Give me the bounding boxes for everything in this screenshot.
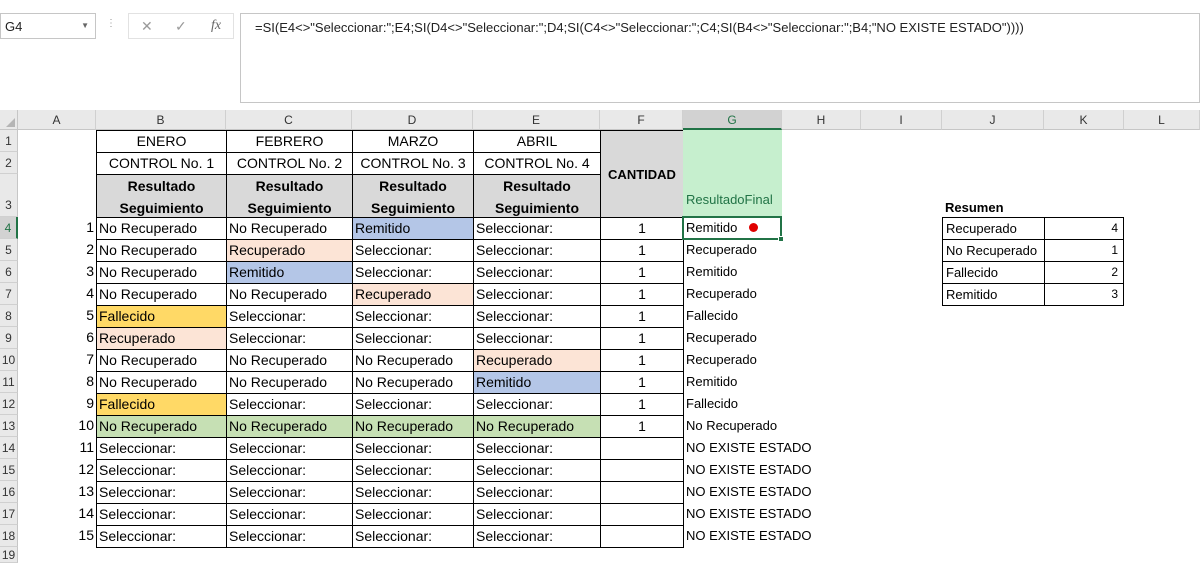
- column-header-j[interactable]: J: [942, 110, 1044, 130]
- column-header-l[interactable]: L: [1124, 110, 1200, 130]
- formula-buttons: [128, 13, 234, 39]
- status-cell-c[interactable]: Seleccionar:: [226, 481, 353, 504]
- status-cell-c[interactable]: No Recuperado: [226, 349, 353, 372]
- status-cell-e[interactable]: Seleccionar:: [473, 261, 601, 284]
- status-cell-b[interactable]: No Recuperado: [96, 371, 227, 394]
- status-cell-b[interactable]: Seleccionar:: [96, 525, 227, 548]
- row-index[interactable]: 15: [78, 527, 94, 543]
- resumen-value[interactable]: 2: [1044, 261, 1124, 284]
- cantidad-cell[interactable]: 1: [600, 217, 684, 240]
- resultado-final-cell[interactable]: Fallecido: [686, 396, 739, 411]
- status-cell-e[interactable]: Seleccionar:: [473, 305, 601, 328]
- cancel-icon[interactable]: ✕: [141, 18, 153, 34]
- resultado-label-line2: Seguimiento: [494, 200, 579, 216]
- status-cell-c[interactable]: Seleccionar:: [226, 459, 353, 482]
- cantidad-cell[interactable]: 1: [600, 393, 684, 416]
- status-cell-c[interactable]: Recuperado: [226, 239, 353, 262]
- cantidad-cell[interactable]: [600, 481, 684, 504]
- row-index[interactable]: 12: [78, 461, 94, 477]
- column-header-k[interactable]: K: [1044, 110, 1124, 130]
- cantidad-header[interactable]: CANTIDAD: [600, 130, 684, 218]
- status-cell-d[interactable]: No Recuperado: [352, 415, 474, 438]
- resultado-label-line1: Resultado: [379, 178, 447, 194]
- cantidad-cell[interactable]: [600, 437, 684, 460]
- status-cell-c[interactable]: Seleccionar:: [226, 437, 353, 460]
- resultado-final-cell[interactable]: Recuperado: [686, 352, 757, 367]
- resultado-label-line1: Resultado: [503, 178, 571, 194]
- status-cell-b[interactable]: Seleccionar:: [96, 437, 227, 460]
- status-cell-d[interactable]: Seleccionar:: [352, 481, 474, 504]
- resultado-label-line2: Seguimiento: [370, 200, 455, 216]
- formula-text: =SI(E4<>"Seleccionar:";E4;SI(D4<>"Seleccionar:";D4;SI(C4<>"Seleccionar:";C4;SI(B4<>"Seleccionar:";B4;"NO EXISTE ESTADO")))): [255, 20, 1024, 35]
- resumen-value[interactable]: 4: [1044, 217, 1124, 240]
- row-index[interactable]: 3: [86, 263, 94, 279]
- column-header-i[interactable]: I: [861, 110, 942, 130]
- ribbon-edge: [0, 0, 1200, 6]
- status-cell-c[interactable]: No Recuperado: [226, 415, 353, 438]
- cantidad-cell[interactable]: 1: [600, 261, 684, 284]
- status-cell-d[interactable]: Seleccionar:: [352, 327, 474, 350]
- status-cell-c[interactable]: Seleccionar:: [226, 393, 353, 416]
- formula-bar[interactable]: [240, 13, 1200, 103]
- cantidad-cell[interactable]: [600, 525, 684, 548]
- row-header-11[interactable]: 11: [0, 371, 18, 393]
- resultado-final-cell[interactable]: NO EXISTE ESTADO: [686, 462, 812, 477]
- cantidad-cell[interactable]: [600, 459, 684, 482]
- status-cell-d[interactable]: Seleccionar:: [352, 261, 474, 284]
- resultado-final-cell[interactable]: Fallecido: [686, 308, 739, 323]
- column-header-a[interactable]: A: [18, 110, 96, 130]
- resumen-value[interactable]: 3: [1044, 283, 1124, 306]
- column-header-g[interactable]: G: [683, 110, 782, 130]
- chevron-down-icon[interactable]: ▼: [81, 21, 89, 30]
- status-cell-c[interactable]: Seleccionar:: [226, 327, 353, 350]
- month-header-c[interactable]: FEBRERO: [226, 130, 353, 153]
- select-all-corner[interactable]: [0, 110, 18, 130]
- status-cell-e[interactable]: Seleccionar:: [473, 481, 601, 504]
- row-header-18[interactable]: 18: [0, 525, 18, 547]
- status-cell-e[interactable]: Seleccionar:: [473, 525, 601, 548]
- row-header-7[interactable]: 7: [0, 283, 18, 305]
- row-header-8[interactable]: 8: [0, 305, 18, 327]
- column-header-d[interactable]: D: [352, 110, 473, 130]
- resumen-label[interactable]: No Recuperado: [942, 239, 1045, 262]
- enter-check-icon[interactable]: ✓: [175, 18, 187, 34]
- column-header-f[interactable]: F: [600, 110, 683, 130]
- status-cell-d[interactable]: Recuperado: [352, 283, 474, 306]
- row-index[interactable]: 6: [86, 329, 94, 345]
- status-cell-e[interactable]: Seleccionar:: [473, 393, 601, 416]
- status-cell-b[interactable]: Seleccionar:: [96, 459, 227, 482]
- row-index[interactable]: 7: [86, 351, 94, 367]
- worksheet-grid[interactable]: [0, 110, 1200, 563]
- row-header-10[interactable]: 10: [0, 349, 18, 371]
- status-cell-e[interactable]: Recuperado: [473, 349, 601, 372]
- status-cell-e[interactable]: Seleccionar:: [473, 283, 601, 306]
- status-cell-e[interactable]: Remitido: [473, 371, 601, 394]
- cantidad-cell[interactable]: 1: [600, 239, 684, 262]
- status-cell-b[interactable]: No Recuperado: [96, 283, 227, 306]
- row-header-13[interactable]: 13: [0, 415, 18, 437]
- row-header-9[interactable]: 9: [0, 327, 18, 349]
- row-index[interactable]: 11: [79, 439, 94, 455]
- resultado-final-cell[interactable]: NO EXISTE ESTADO: [686, 484, 812, 499]
- cantidad-cell[interactable]: 1: [600, 371, 684, 394]
- control-header-d[interactable]: CONTROL No. 3: [352, 152, 474, 175]
- resultado-final-cell[interactable]: Recuperado: [686, 242, 757, 257]
- row-header-1[interactable]: 1: [0, 130, 18, 152]
- cursor-dot-icon: [749, 223, 758, 232]
- resultado-final-cell[interactable]: NO EXISTE ESTADO: [686, 528, 812, 543]
- column-header-c[interactable]: C: [226, 110, 352, 130]
- control-header-e[interactable]: CONTROL No. 4: [473, 152, 601, 175]
- row-header-6[interactable]: 6: [0, 261, 18, 283]
- month-header-b[interactable]: ENERO: [96, 130, 227, 153]
- resumen-value[interactable]: 1: [1044, 239, 1124, 262]
- resultado-final-cell[interactable]: NO EXISTE ESTADO: [686, 506, 812, 521]
- resumen-label[interactable]: Remitido: [942, 283, 1045, 306]
- status-cell-d[interactable]: No Recuperado: [352, 371, 474, 394]
- row-index[interactable]: 1: [86, 219, 94, 235]
- cantidad-cell[interactable]: 1: [600, 415, 684, 438]
- row-header-16[interactable]: 16: [0, 481, 18, 503]
- status-cell-d[interactable]: Seleccionar:: [352, 437, 474, 460]
- name-box[interactable]: [0, 13, 96, 39]
- row-index[interactable]: 8: [86, 373, 94, 389]
- status-cell-e[interactable]: Seleccionar:: [473, 437, 601, 460]
- resultado-final-cell[interactable]: Recuperado: [686, 330, 757, 345]
- status-cell-e[interactable]: No Recuperado: [473, 415, 601, 438]
- status-cell-d[interactable]: Remitido: [352, 217, 474, 240]
- status-cell-d[interactable]: Seleccionar:: [352, 525, 474, 548]
- status-cell-b[interactable]: Recuperado: [96, 327, 227, 350]
- resumen-title: Resumen: [945, 200, 1004, 215]
- status-cell-b[interactable]: Fallecido: [96, 393, 227, 416]
- column-header-e[interactable]: E: [473, 110, 600, 130]
- status-cell-c[interactable]: Remitido: [226, 261, 353, 284]
- status-cell-c[interactable]: Seleccionar:: [226, 503, 353, 526]
- status-cell-c[interactable]: Seleccionar:: [226, 525, 353, 548]
- status-cell-d[interactable]: Seleccionar:: [352, 393, 474, 416]
- cantidad-cell[interactable]: 1: [600, 349, 684, 372]
- cantidad-cell[interactable]: 1: [600, 283, 684, 306]
- status-cell-b[interactable]: No Recuperado: [96, 349, 227, 372]
- row-index[interactable]: 14: [78, 505, 94, 521]
- resultado-label-line2: Seguimiento: [119, 200, 204, 216]
- row-header-17[interactable]: 17: [0, 503, 18, 525]
- row-index[interactable]: 4: [86, 285, 94, 301]
- cantidad-cell[interactable]: 1: [600, 305, 684, 328]
- cantidad-cell[interactable]: [600, 503, 684, 526]
- status-cell-c[interactable]: No Recuperado: [226, 283, 353, 306]
- status-cell-b[interactable]: No Recuperado: [96, 217, 227, 240]
- resultado-header-e[interactable]: [473, 174, 601, 218]
- status-cell-e[interactable]: Seleccionar:: [473, 327, 601, 350]
- month-header-e[interactable]: ABRIL: [473, 130, 601, 153]
- status-cell-c[interactable]: No Recuperado: [226, 217, 353, 240]
- row-header-4[interactable]: 4: [0, 217, 18, 239]
- row-index[interactable]: 9: [86, 395, 94, 411]
- fill-handle[interactable]: [778, 236, 784, 242]
- resultado-label-line1: Resultado: [255, 178, 324, 194]
- cantidad-cell[interactable]: 1: [600, 327, 684, 350]
- resultado-final-cell[interactable]: Remitido: [686, 264, 738, 279]
- status-cell-b[interactable]: Seleccionar:: [96, 481, 227, 504]
- row-index[interactable]: 10: [78, 417, 94, 433]
- status-cell-d[interactable]: Seleccionar:: [352, 305, 474, 328]
- status-cell-d[interactable]: Seleccionar:: [352, 503, 474, 526]
- row-header-3[interactable]: 3: [0, 174, 18, 217]
- resultado-header-d[interactable]: [352, 174, 474, 218]
- status-cell-c[interactable]: No Recuperado: [226, 371, 353, 394]
- resultado-header-b[interactable]: [96, 174, 227, 218]
- insert-function-icon[interactable]: fx: [211, 18, 222, 33]
- splitter-dots-icon[interactable]: ⋮: [106, 18, 117, 29]
- resultado-final-cell[interactable]: Remitido: [686, 220, 738, 235]
- status-cell-c[interactable]: Seleccionar:: [226, 305, 353, 328]
- status-cell-b[interactable]: No Recuperado: [96, 261, 227, 284]
- resultado-label-line1: Resultado: [127, 178, 196, 194]
- status-cell-b[interactable]: No Recuperado: [96, 239, 227, 262]
- row-header-19[interactable]: 19: [0, 547, 18, 563]
- formula-toolbar: [0, 0, 1200, 110]
- row-index[interactable]: 2: [86, 241, 94, 257]
- resultado-final-cell[interactable]: Remitido: [686, 374, 738, 389]
- status-cell-e[interactable]: Seleccionar:: [473, 239, 601, 262]
- resultado-header-c[interactable]: [226, 174, 353, 218]
- resultado-final-cell[interactable]: No Recuperado: [686, 418, 778, 433]
- resumen-label[interactable]: Fallecido: [942, 261, 1045, 284]
- status-cell-b[interactable]: No Recuperado: [96, 415, 227, 438]
- resumen-label[interactable]: Recuperado: [942, 217, 1045, 240]
- resultado-final-header[interactable]: ResultadoFinal: [683, 130, 782, 217]
- row-header-12[interactable]: 12: [0, 393, 18, 415]
- status-cell-b[interactable]: Seleccionar:: [96, 503, 227, 526]
- row-header-2[interactable]: 2: [0, 152, 18, 174]
- status-cell-d[interactable]: Seleccionar:: [352, 239, 474, 262]
- status-cell-b[interactable]: Fallecido: [96, 305, 227, 328]
- status-cell-e[interactable]: Seleccionar:: [473, 459, 601, 482]
- resultado-final-cell[interactable]: Recuperado: [686, 286, 757, 301]
- status-cell-d[interactable]: Seleccionar:: [352, 459, 474, 482]
- row-index[interactable]: 13: [78, 483, 94, 499]
- resultado-final-cell[interactable]: NO EXISTE ESTADO: [686, 440, 812, 455]
- column-header-h[interactable]: H: [782, 110, 861, 130]
- row-header-5[interactable]: 5: [0, 239, 18, 261]
- name-box-value: G4: [5, 19, 23, 34]
- select-all-triangle-icon: [6, 118, 15, 127]
- status-cell-e[interactable]: Seleccionar:: [473, 503, 601, 526]
- row-index[interactable]: 5: [86, 307, 94, 323]
- column-header-b[interactable]: B: [96, 110, 226, 130]
- row-header-15[interactable]: 15: [0, 459, 18, 481]
- control-header-b[interactable]: CONTROL No. 1: [96, 152, 227, 175]
- control-header-c[interactable]: CONTROL No. 2: [226, 152, 353, 175]
- month-header-d[interactable]: MARZO: [352, 130, 474, 153]
- resultado-label-line2: Seguimiento: [247, 200, 332, 216]
- status-cell-d[interactable]: No Recuperado: [352, 349, 474, 372]
- status-cell-e[interactable]: Seleccionar:: [473, 217, 601, 240]
- row-header-14[interactable]: 14: [0, 437, 18, 459]
